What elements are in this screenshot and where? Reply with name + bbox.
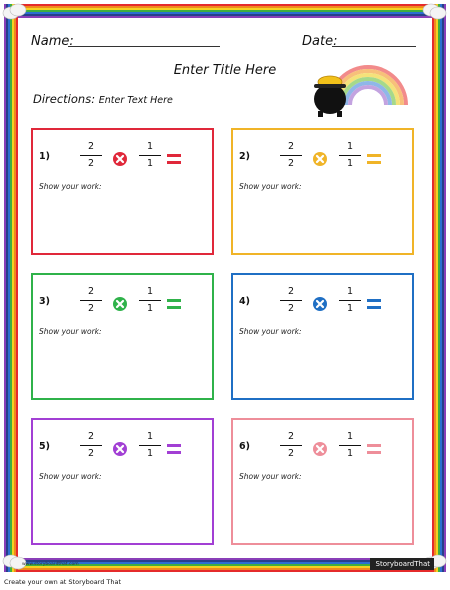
denominator: 1 [346, 448, 354, 459]
rainbow-pot-of-gold-icon [310, 55, 415, 117]
work-area[interactable] [39, 339, 206, 395]
work-area[interactable] [39, 484, 206, 540]
numerator: 1 [146, 431, 154, 442]
problem-box [31, 128, 214, 255]
problem-box [231, 273, 414, 400]
fraction-bar [80, 445, 102, 446]
cloud-icon [422, 2, 448, 20]
denominator: 1 [146, 158, 154, 169]
equals-icon [367, 299, 381, 309]
denominator: 1 [146, 448, 154, 459]
numerator: 2 [287, 141, 295, 152]
equals-icon [367, 154, 381, 164]
problem-box [231, 128, 414, 255]
denominator: 2 [87, 448, 95, 459]
multiply-icon [113, 152, 127, 166]
work-area[interactable] [239, 484, 406, 540]
numerator: 2 [87, 141, 95, 152]
fraction-bar [280, 155, 302, 156]
name-field[interactable] [68, 46, 220, 47]
equals-icon [167, 299, 181, 309]
rainbow-border-right [432, 4, 446, 572]
fraction-right [139, 140, 161, 171]
fraction-bar [139, 445, 161, 446]
fraction-left [280, 140, 302, 171]
fraction-bar [139, 155, 161, 156]
numerator: 2 [87, 431, 95, 442]
cloud-icon [2, 2, 28, 20]
multiply-icon [113, 297, 127, 311]
fraction-right [339, 285, 361, 316]
fraction-right [139, 430, 161, 461]
show-work-label: Show your work: [39, 472, 102, 481]
multiply-icon [313, 442, 327, 456]
denominator: 2 [287, 448, 295, 459]
page-title[interactable]: Enter Title Here [173, 63, 277, 78]
problem-box [31, 418, 214, 545]
storyboard-brand-logo: StoryboardThat [370, 558, 434, 570]
denominator: 2 [87, 158, 95, 169]
directions [33, 92, 173, 106]
date-field[interactable] [332, 46, 416, 47]
show-work-label: Show your work: [39, 182, 102, 191]
problem-number: 4) [239, 296, 250, 307]
directions-text[interactable]: Enter Text Here [98, 95, 173, 106]
problem-number: 1) [39, 151, 50, 162]
equals-icon [167, 444, 181, 454]
problem-number: 2) [239, 151, 250, 162]
numerator: 1 [346, 141, 354, 152]
fraction-right [339, 430, 361, 461]
fraction-left [280, 430, 302, 461]
fraction-bar [339, 155, 361, 156]
equals-icon [167, 154, 181, 164]
footer-credit[interactable]: Create your own at Storyboard That [4, 578, 122, 586]
multiply-icon [313, 297, 327, 311]
multiply-icon [313, 152, 327, 166]
denominator: 2 [287, 158, 295, 169]
work-area[interactable] [39, 194, 206, 250]
denominator: 2 [87, 303, 95, 314]
fraction-right [139, 285, 161, 316]
fraction-left [80, 140, 102, 171]
numerator: 1 [146, 141, 154, 152]
fraction-bar [339, 445, 361, 446]
problem-number: 6) [239, 441, 250, 452]
fraction-right [339, 140, 361, 171]
numerator: 2 [287, 286, 295, 297]
numerator: 1 [346, 286, 354, 297]
fraction-bar [139, 300, 161, 301]
numerator: 1 [146, 286, 154, 297]
fraction-bar [339, 300, 361, 301]
fraction-left [80, 285, 102, 316]
denominator: 2 [287, 303, 295, 314]
rainbow-border-left [4, 4, 18, 572]
show-work-label: Show your work: [239, 472, 302, 481]
show-work-label: Show your work: [239, 327, 302, 336]
problem-number: 5) [39, 441, 50, 452]
directions-label: Directions: [33, 92, 96, 106]
date-label: Date: [302, 34, 338, 49]
fraction-bar [280, 300, 302, 301]
show-work-label: Show your work: [39, 327, 102, 336]
work-area[interactable] [239, 194, 406, 250]
numerator: 2 [287, 431, 295, 442]
show-work-label: Show your work: [239, 182, 302, 191]
work-area[interactable] [239, 339, 406, 395]
problem-box [31, 273, 214, 400]
numerator: 2 [87, 286, 95, 297]
fraction-bar [80, 300, 102, 301]
storyboard-url: www.storyboardthat.com [22, 562, 79, 567]
fraction-bar [280, 445, 302, 446]
denominator: 1 [346, 158, 354, 169]
name-label: Name: [31, 34, 74, 49]
denominator: 1 [346, 303, 354, 314]
cloud-icon [2, 552, 28, 570]
denominator: 1 [146, 303, 154, 314]
problem-number: 3) [39, 296, 50, 307]
multiply-icon [113, 442, 127, 456]
rainbow-border-top [4, 4, 446, 18]
equals-icon [367, 444, 381, 454]
numerator: 1 [346, 431, 354, 442]
fraction-bar [80, 155, 102, 156]
fraction-left [80, 430, 102, 461]
fraction-left [280, 285, 302, 316]
problem-box [231, 418, 414, 545]
